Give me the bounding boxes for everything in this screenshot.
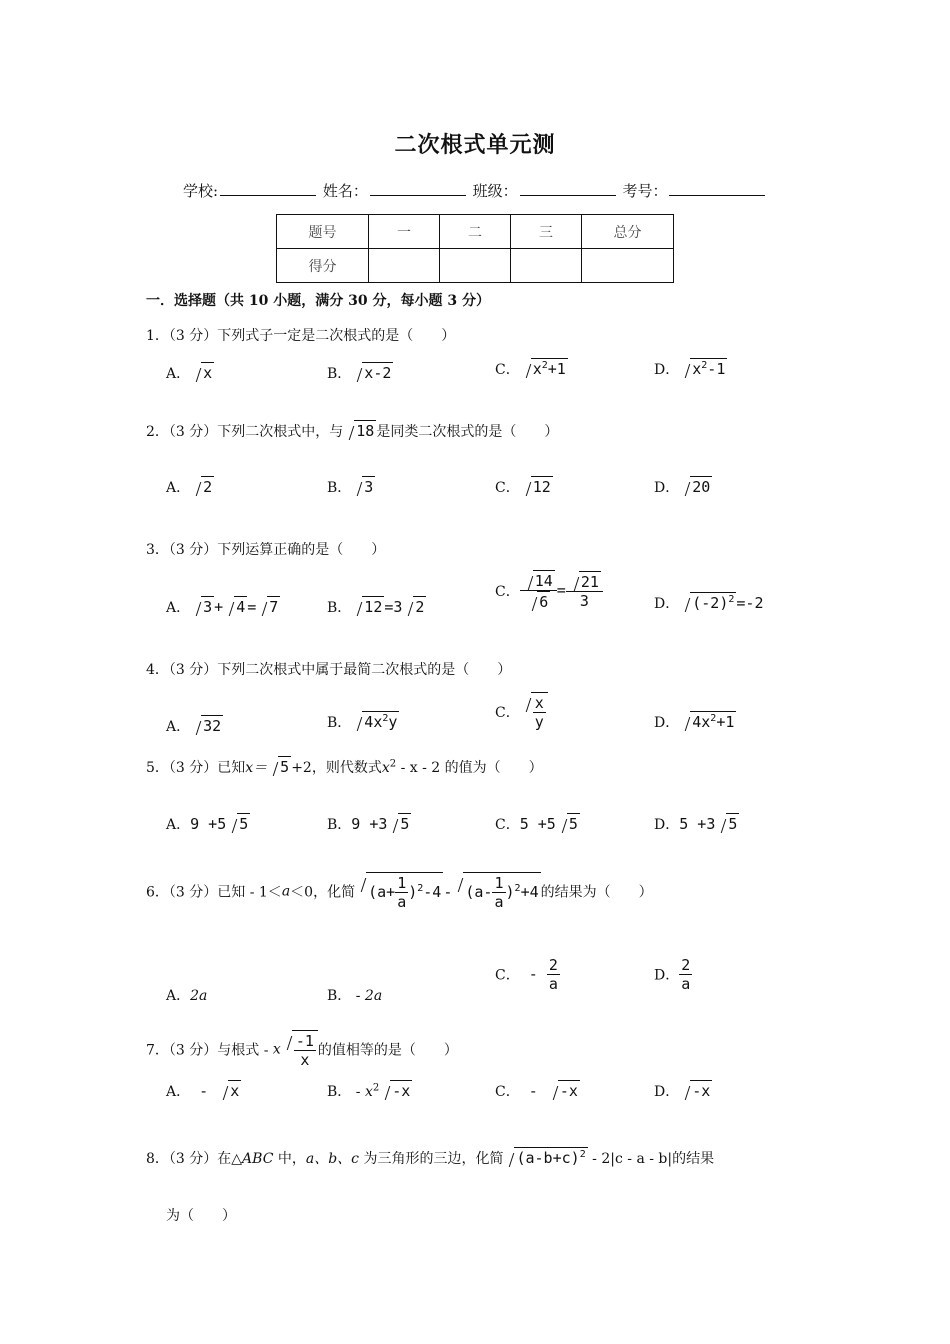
radicand: 3: [364, 478, 374, 496]
q4-option-b[interactable]: B． $4x^2y$: [327, 713, 398, 731]
question-1-stem: 1．（3 分）下列式子一定是二次根式的是（ ）: [146, 328, 456, 344]
q7-option-a[interactable]: A． - x: [166, 1082, 240, 1100]
radicand: x: [203, 364, 213, 382]
header-cell-3: 三: [511, 215, 582, 249]
sqrt-icon: [520, 476, 553, 496]
radicand: x-2: [364, 364, 392, 382]
q8-pre: 8．（3 分）在△: [146, 1151, 243, 1167]
class-label: 班级：: [472, 182, 518, 200]
radicand: 5: [280, 758, 290, 776]
score-cell-1[interactable]: [369, 249, 440, 283]
option-label: C．: [495, 967, 520, 984]
question-6-stem: 6．（3 分）已知 - 1＜a＜0，化简 (a+ $\frac{1}{a}$ )$^2$-4 - (a- $\frac{1}{a}$ )$^2$+4 的结果为（ ）: [146, 874, 653, 911]
q5-plus2: +2，则代数式: [291, 760, 382, 776]
option-label: D．: [654, 817, 680, 833]
q1-option-d[interactable]: [654, 358, 727, 379]
option-label: B．: [327, 988, 352, 1004]
question-8-stem: 8．（3 分）在△ABC 中，a、b、c 为三角形的三边，化简 $(a-b+c)^2 - 2|c - a - b|$的结果: [146, 1149, 715, 1167]
section-heading: 一．选择题（共 10 小题，满分 30 分，每小题 3 分）: [146, 293, 490, 309]
question-8-line2: 为（ ）: [166, 1208, 236, 1224]
option-label: D．: [654, 1084, 680, 1100]
q6-ans-b: - 2a: [351, 988, 383, 1004]
q2-post: 是同类二次根式的是（ ）: [376, 424, 559, 440]
option-label: B．: [327, 817, 352, 833]
q3-option-b[interactable]: B． 12 =3 2: [327, 598, 425, 616]
question-5-stem: 5．（3 分）已知x＝ 5 +2，则代数式$x^2$ - x - 2 的值为（ ）: [146, 758, 543, 776]
school-field[interactable]: [220, 181, 316, 196]
radicand: 20: [692, 478, 711, 496]
q8-post: - 2|c - a - b|的结果: [587, 1151, 715, 1167]
option-label: B．: [327, 600, 352, 616]
option-label: A．: [166, 817, 191, 833]
header-cell-1: 一: [369, 215, 440, 249]
q5-option-c[interactable]: C．5 +5 5: [495, 815, 578, 833]
option-label: D．: [654, 715, 680, 731]
header-cell-total: 总分: [582, 215, 674, 249]
option-label: A．: [166, 366, 191, 382]
option-label: D．: [654, 967, 680, 984]
option-label: C．: [495, 362, 520, 378]
sqrt-icon: [343, 420, 376, 440]
option-label: B．: [327, 1084, 352, 1100]
q6-post: 的结果为（ ）: [540, 884, 653, 901]
header-cell-question: 题号: [277, 215, 369, 249]
page-title: 二次根式单元测: [394, 132, 556, 158]
question-2-stem: [146, 420, 558, 441]
name-field[interactable]: [370, 181, 466, 196]
q6-option-c[interactable]: C． - $\frac{2}{a}$: [495, 956, 558, 993]
option-label: A．: [166, 1084, 191, 1100]
option-label: D．: [654, 480, 680, 496]
option-label: C．: [495, 584, 520, 600]
q2-option-b[interactable]: [327, 476, 375, 497]
radicand: 12: [532, 478, 551, 496]
q6-a: a: [281, 883, 291, 900]
option-label: B．: [327, 715, 352, 731]
score-row-label: 得分: [277, 249, 369, 283]
student-info-line: [183, 180, 767, 201]
radicand: x: [692, 360, 702, 378]
q6-option-d[interactable]: D． $\frac{2}{a}$: [654, 956, 691, 993]
question-7-stem: 7．（3 分）与根式 - x $\frac{-1}{x}$ 的值相等的是（ ）: [146, 1032, 458, 1069]
school-label: 学校:: [183, 182, 219, 200]
score-cell-2[interactable]: [440, 249, 511, 283]
score-cell-total[interactable]: [582, 249, 674, 283]
exam-no-label: 考号：: [622, 182, 668, 200]
q7-x: x: [272, 1041, 281, 1058]
score-table-score-row: [277, 249, 674, 283]
q1-option-c[interactable]: [495, 358, 568, 379]
q7-option-c[interactable]: C． - -x: [495, 1082, 578, 1100]
q1-option-b[interactable]: [327, 362, 393, 383]
q3-option-d[interactable]: D． $(-2)^2 =-2$: [654, 594, 764, 612]
radicand: 2: [203, 478, 213, 496]
score-cell-3[interactable]: [511, 249, 582, 283]
option-label: C．: [495, 480, 520, 496]
radicand-tail: +1: [547, 360, 566, 378]
q7-option-b[interactable]: B． - $x^2$ -x: [327, 1082, 411, 1100]
q2-option-a[interactable]: [166, 476, 214, 497]
option-label: A．: [166, 600, 191, 616]
q2-option-d[interactable]: [654, 476, 712, 497]
q7-pre: 7．（3 分）与根式 -: [146, 1042, 273, 1059]
q2-pre: 2．（3 分）下列二次根式中，与: [146, 424, 344, 440]
question-3-stem: 3．（3 分）下列运算正确的是（ ）: [146, 542, 386, 558]
option-label: B．: [327, 480, 352, 496]
q6-option-b[interactable]: [327, 985, 382, 1005]
q4-option-a[interactable]: A． 32: [166, 717, 222, 735]
sqrt-icon: [351, 476, 375, 496]
score-table: [276, 214, 674, 283]
class-field[interactable]: [520, 181, 616, 196]
sqrt-icon: [679, 476, 712, 496]
q5-expr: x: [381, 760, 390, 776]
option-label: C．: [495, 1084, 520, 1100]
q7-post: 的值相等的是（ ）: [317, 1042, 458, 1059]
radicand: x: [532, 360, 542, 378]
option-label: D．: [654, 596, 680, 612]
q5-option-b[interactable]: B．9 +3 5: [327, 815, 410, 833]
q4-option-c[interactable]: C． $\frac{x}{y}$: [495, 692, 548, 731]
name-label: 姓名：: [322, 182, 368, 200]
option-label: A．: [166, 988, 191, 1004]
exam-no-field[interactable]: [669, 181, 765, 196]
q8-abc: ABC: [242, 1151, 274, 1167]
q6-pre: 6．（3 分）已知 - 1＜: [146, 884, 282, 901]
q3-option-c[interactable]: C． $\frac{14}{6}$ = $\frac{21}{3}$: [495, 570, 603, 611]
sqrt-icon: [190, 362, 214, 382]
header-cell-2: 二: [440, 215, 511, 249]
q7-option-d[interactable]: D． -x: [654, 1082, 711, 1100]
q3-option-a[interactable]: A． 3 + 4 = 7: [166, 598, 279, 616]
option-label: A．: [166, 480, 191, 496]
option-label: C．: [495, 705, 520, 721]
sqrt-icon: $x^2-1$: [679, 358, 727, 378]
option-label: B．: [327, 366, 352, 382]
option-label: A．: [166, 719, 191, 735]
option-label: D．: [654, 362, 680, 378]
q5-option-a[interactable]: A．9 +5 5: [166, 815, 249, 833]
q1-option-a[interactable]: [166, 362, 214, 383]
option-label: C．: [495, 817, 520, 833]
radicand-tail: -1: [707, 360, 726, 378]
q5-option-d[interactable]: D．5 +3 5: [654, 815, 738, 833]
q8-mid2: 为三角形的三边，化简: [359, 1151, 504, 1167]
q5-x-eq: x＝: [245, 760, 268, 776]
q5-expr2: - x - 2 的值为（ ）: [396, 760, 543, 776]
q2-option-c[interactable]: [495, 476, 553, 497]
question-4-stem: 4．（3 分）下列二次根式中属于最简二次根式的是（ ）: [146, 662, 512, 678]
q8-mid: 中，: [273, 1151, 306, 1167]
sqrt-icon: $x^2+1$: [520, 358, 568, 378]
q8-vars: a、b、c: [305, 1151, 360, 1167]
q5-pre: 5．（3 分）已知: [146, 760, 246, 776]
q6-mid: ＜0，化简: [290, 884, 356, 901]
sqrt-icon: [190, 476, 214, 496]
score-table-header-row: [277, 215, 674, 249]
sqrt-icon: [351, 362, 393, 382]
radicand: 18: [356, 422, 375, 440]
q6-option-a[interactable]: [166, 985, 207, 1005]
q6-ans-a: 2a: [190, 988, 208, 1004]
q4-option-d[interactable]: D． $4x^2+1$: [654, 713, 735, 731]
